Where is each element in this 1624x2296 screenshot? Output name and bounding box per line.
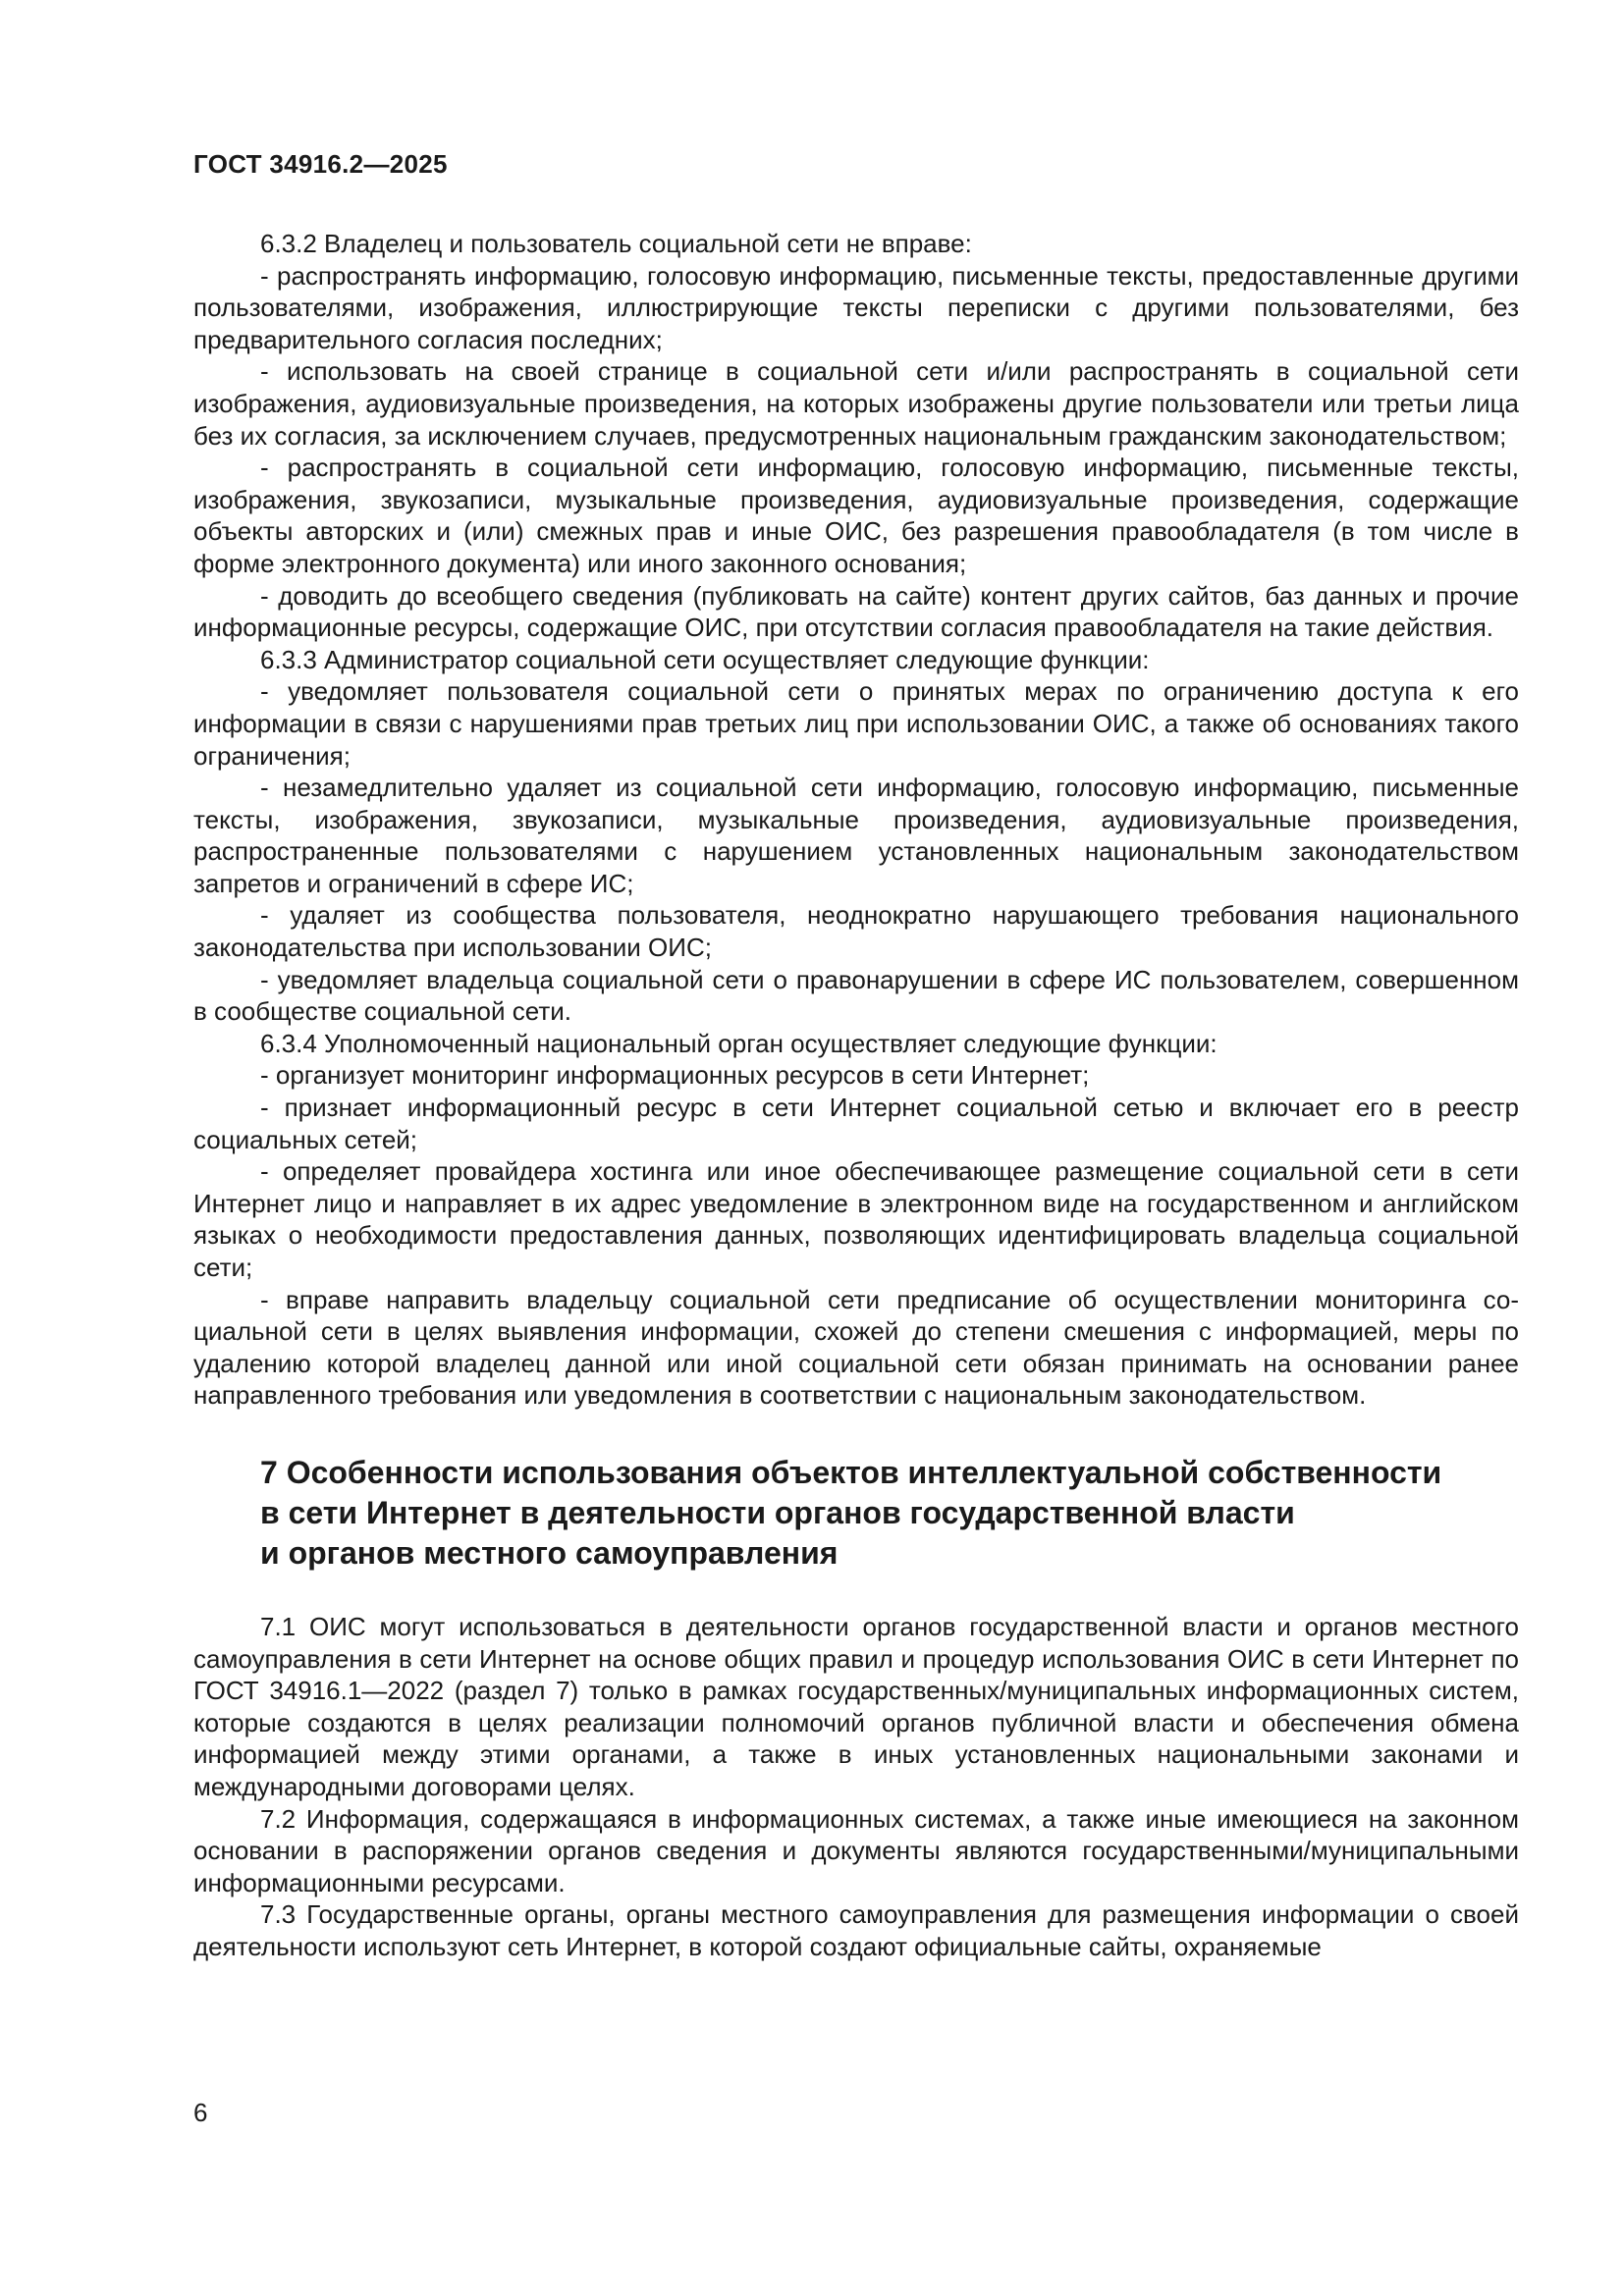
paragraph: 7.2 Информация, содержащаяся в информационных системах, а также иные имеющиеся на законном основании в распоряжении органов сведения и документы являются государственными/муниципальными информационными ресурсами. (193, 1803, 1519, 1897)
heading-line: 7 Особенности использования объектов интеллектуальной собственности (260, 1454, 1442, 1490)
paragraph: 7.1 ОИС могут использоваться в деятельности органов государственной власти и органов местного самоуправления в сети Интернет на основе общих правил и процедур использования ОИС в сети Интернет по ГОСТ 34916.1—2022 (раздел 7) только в рамках государственных/муниципальных информационных систем, которые создаются в целях реализации полномочий органов публичной власти и обеспечения обмена информацией между этими органами, а также в иных установленных национальными законами и международными договорами целях. (193, 1611, 1519, 1801)
document-code-header: ГОСТ 34916.2—2025 (193, 149, 448, 179)
heading-line: и органов местного самоуправления (260, 1534, 839, 1571)
paragraph: - организует мониторинг информационных ресурсов в сети Интернет; (260, 1060, 1090, 1091)
paragraph: - распространять информацию, голосовую информацию, письменные тексты, предоставленные другими пользователями, изображения, иллюстрирующие тексты переписки с другими пользователями, без предварительного согласия последних; (193, 260, 1519, 354)
paragraph: - доводить до всеобщего сведения (публиковать на сайте) контент других сайтов, баз данных и прочие информационные ресурсы, содержащие ОИС, при отсутствии согласия правообладателя на такие действия. (193, 580, 1519, 643)
paragraph: - удаляет из сообщества пользователя, неоднократно нарушающего требования национального законодательства при использовании ОИС; (193, 900, 1519, 963)
paragraph: - незамедлительно удаляет из социальной сети информацию, голосовую информацию, письменные тексты, изображения, звукозаписи, музыкальные произведения, аудиовизуальные произведения, распространенные пользователями с нарушением установленных национальным законодательством запретов и ограничений в сфере ИС; (193, 773, 1519, 898)
paragraph: - признает информационный ресурс в сети Интернет социальной сетью и включает его в реестр социальных сетей; (193, 1093, 1519, 1154)
section-7-heading (193, 1453, 1519, 1574)
paragraph: - использовать на своей странице в социальной сети и/или распространять в социальной сети изображения, аудиовизуальные произведения, на которых изображены другие пользователи или третьи лица без их согласия, за исключением случаев, предусмотренных национальным гражданским законодательством; (193, 356, 1519, 451)
paragraph: 7.3 Государственные органы, органы местного самоуправления для размещения информации о своей деятельности используют сеть Интернет, в которой создают официальные сайты, охраняемые (193, 1899, 1519, 1961)
paragraph: 6.3.2 Владелец и пользователь социальной сети не вправе: (260, 229, 972, 258)
paragraph: - определяет провайдера хостинга или иное обеспечивающее размещение социальной сети в сети Интернет лицо и направляет в их адрес уведомление в электронном виде на государственном и английском языках о необходимости предоставления данных, позволяющих идентифицировать владельца социальной сети; (193, 1156, 1519, 1282)
document-page (193, 0, 1519, 2296)
paragraph: 6.3.3 Администратор социальной сети осуществляет следующие функции: (260, 644, 1150, 674)
section-6-3-text (193, 228, 1519, 1412)
section-7-text (193, 1611, 1519, 1963)
paragraph: 6.3.4 Уполномоченный национальный орган осуществляет следующие функции: (260, 1028, 1218, 1058)
document-body (193, 228, 1519, 1963)
paragraph: - вправе направить владельцу социальной сети предписание об осуществлении мониторинга социальной сети в целях выявления информации, схожей до степени смешения с информацией, меры по удалению которой владелец данной или иной социальной сети обязан принимать на основании ранее направленного требования или уведомления в соответствии с национальным законодательством. (193, 1284, 1519, 1411)
paragraph: - распространять в социальной сети информацию, голосовую информацию, письменные тексты, изображения, звукозаписи, музыкальные произведения, аудиовизуальные произведения, содержащие объекты авторских и (или) смежных прав и иные ОИС, без разрешения правообладателя (в том числе в форме электронного документа) или иного законного основания; (193, 453, 1519, 578)
page-number: 6 (193, 2098, 208, 2127)
heading-line: в сети Интернет в деятельности органов государственной власти (260, 1494, 1295, 1530)
paragraph: - уведомляет пользователя социальной сети о принятых мерах по ограничению доступа к его информации в связи с нарушениями прав третьих лиц при использовании ОИС, а также об основаниях такого ограничения; (193, 676, 1519, 771)
paragraph: - уведомляет владельца социальной сети о правонарушении в сфере ИС пользователем, совершенном в сообществе социальной сети. (193, 964, 1519, 1027)
